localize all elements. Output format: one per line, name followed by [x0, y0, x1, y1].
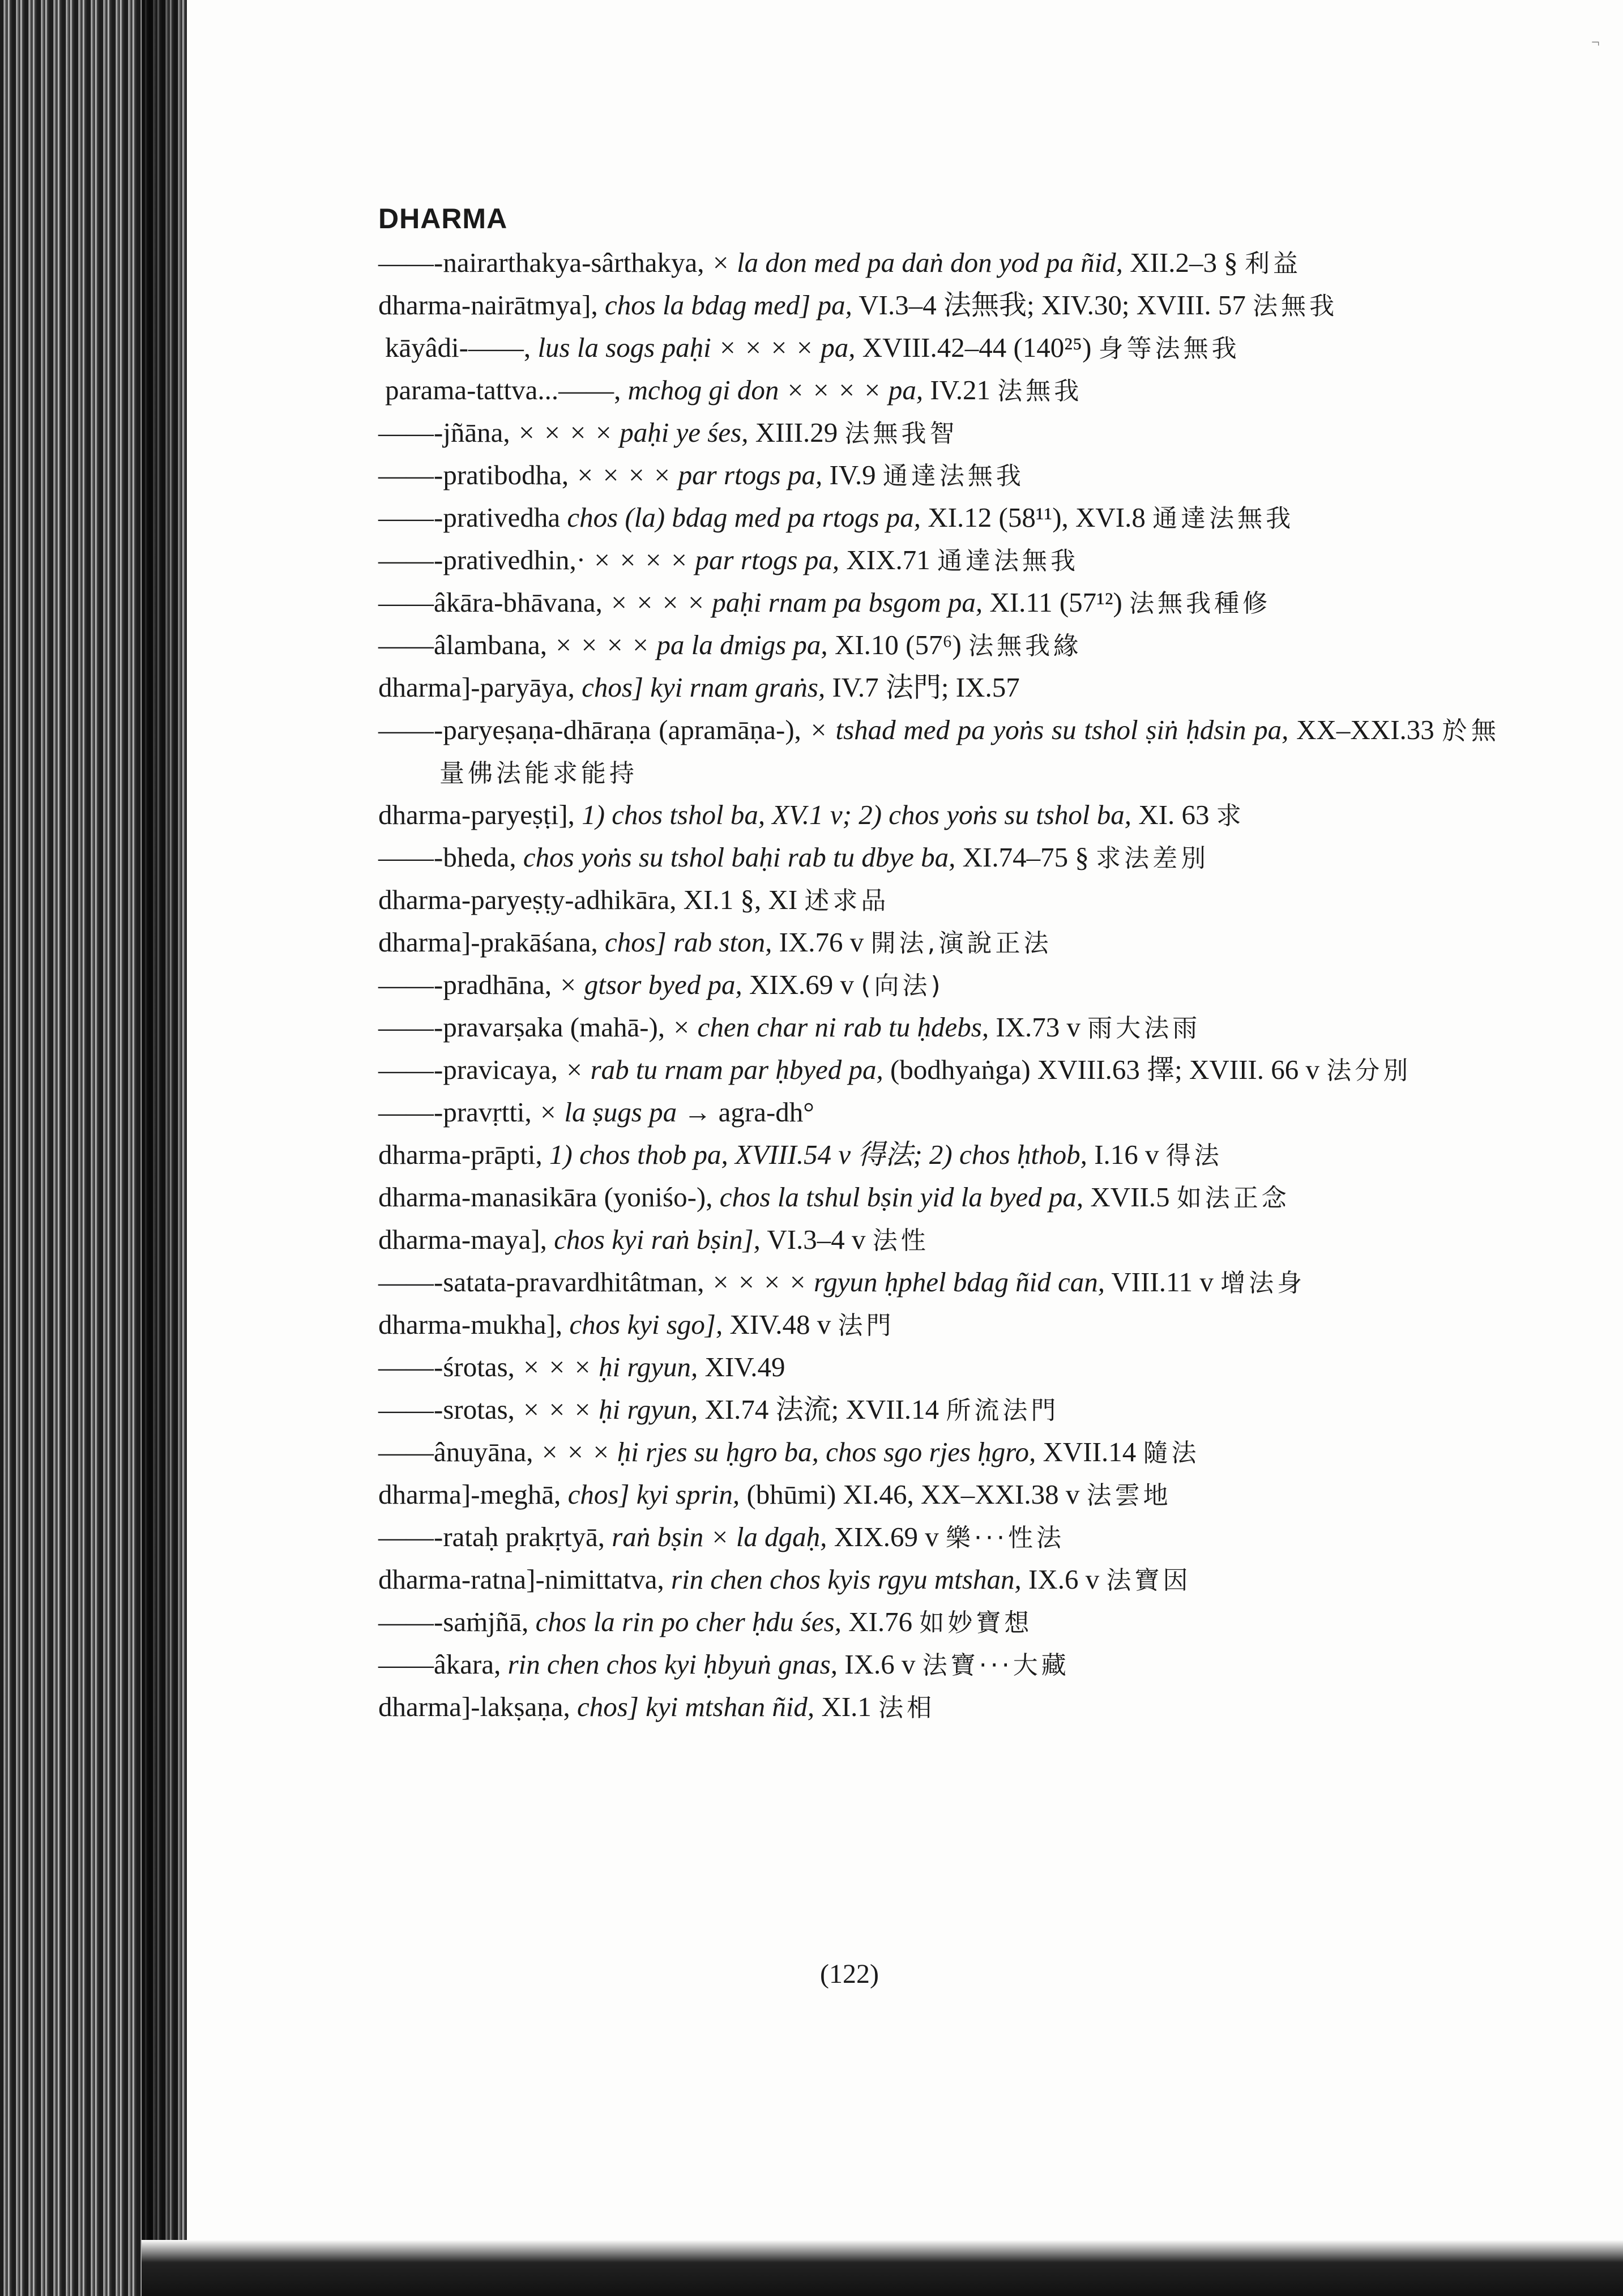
entry-term: ——-saṁjñā, — [378, 1606, 529, 1637]
entry-term: ——-śrotas, — [378, 1351, 515, 1382]
dictionary-entry — [378, 327, 1500, 369]
entry-reference: XI.74–75 § — [962, 842, 1089, 873]
dictionary-entry — [378, 582, 1500, 624]
entry-tibetan: × la don med pa daṅ don yod pa ñid, — [711, 247, 1123, 278]
entry-tibetan: chos yoṅs su tshol baḥi rab tu dbye ba, — [523, 842, 956, 873]
entry-tibetan: chos la rin po cher ḥdu śes, — [535, 1606, 842, 1637]
entry-chinese: 開法,演說正法 — [870, 929, 1052, 958]
dictionary-entry — [378, 921, 1500, 964]
entry-chinese: 於無量佛法能求能持 — [439, 716, 1500, 788]
entry-term: ——-pradhāna, — [378, 969, 552, 1000]
dictionary-entry — [378, 1644, 1500, 1686]
entry-reference: XX–XXI.33 — [1296, 714, 1434, 745]
dictionary-entry — [378, 879, 1500, 921]
dictionary-entry — [378, 709, 1500, 794]
entry-term: dharma-mukha], — [378, 1309, 563, 1340]
binding-gradient — [142, 0, 187, 2296]
entry-term: ——âkara, — [378, 1649, 501, 1680]
entry-tibetan: chos kyi raṅ bṣin], — [554, 1224, 761, 1255]
entry-term: ——-paryeṣaṇa-dhāraṇa (apramāṇa-), — [378, 714, 801, 745]
dictionary-entry — [378, 242, 1500, 284]
entry-tibetan: lus la sogs paḥi × × × × pa, — [537, 332, 856, 363]
entry-term: dharma]-paryāya, — [378, 672, 575, 703]
entry-tibetan: × gtsor byed pa, — [558, 969, 742, 1000]
entry-tibetan: × × × ḥi rgyun, — [522, 1394, 698, 1425]
entry-chinese: 法無我 — [997, 377, 1083, 406]
entry-term: ——-pravarṣaka (mahā-), — [378, 1012, 665, 1043]
dictionary-entry — [378, 1686, 1500, 1729]
dictionary-page — [378, 198, 1500, 1729]
entry-term: dharma-manasikāra (yoniśo-), — [378, 1181, 713, 1213]
entry-term: kāyâdi-——, — [385, 332, 531, 363]
dictionary-entry — [378, 1516, 1500, 1559]
dictionary-entry — [378, 369, 1500, 412]
entry-tibetan: × × × × rgyun ḥphel bdag ñid can, — [711, 1266, 1105, 1298]
entry-reference: VI.3–4 v — [767, 1224, 866, 1255]
entry-reference: XI.10 (57⁶) — [834, 629, 962, 660]
entry-term: dharma-maya], — [378, 1224, 547, 1255]
entry-chinese: 法雲地 — [1086, 1481, 1172, 1510]
entry-reference: XI.11 (57¹²) — [989, 587, 1122, 618]
entry-reference: IX.6 v — [1028, 1564, 1100, 1595]
entry-reference: IV.21 — [930, 374, 990, 406]
dictionary-entry — [378, 1431, 1500, 1474]
entry-term: dharma]-meghā, — [378, 1479, 561, 1510]
entry-chinese: 法無我緣 — [968, 631, 1082, 660]
entry-tibetan: 1) chos tshol ba, XV.1 v; 2) chos yoṅs su tshol ba, — [582, 799, 1132, 830]
entry-reference: XIII.29 — [755, 417, 838, 448]
entry-reference: VI.3–4 法無我; XIV.30; XVIII. 57 — [859, 289, 1246, 321]
entry-term: ——-nairarthakya-sârthakya, — [378, 247, 704, 278]
entry-tibetan: rin chen chos kyis rgyu mtshan, — [671, 1564, 1022, 1595]
dictionary-entry — [378, 412, 1500, 454]
entry-term: dharma]-lakṣaṇa, — [378, 1691, 570, 1722]
dictionary-entry — [378, 837, 1500, 879]
entry-reference: IX.6 v — [844, 1649, 916, 1680]
entry-term: ——-satata-pravardhitâtman, — [378, 1266, 704, 1298]
entry-tibetan: × × × × paḥi ye śes, — [516, 417, 749, 448]
entry-reference: (bhūmi) XI.46, XX–XXI.38 v — [746, 1479, 1080, 1510]
entry-term: ——-srotas, — [378, 1394, 515, 1425]
entry-reference: XVII.14 — [1043, 1436, 1137, 1467]
entry-chinese: 如法正念 — [1176, 1184, 1290, 1213]
entry-chinese: 求法差別 — [1096, 844, 1210, 873]
page-bottom-edge — [142, 2240, 1623, 2296]
dictionary-entry — [378, 624, 1500, 667]
entry-chinese: 述求品 — [804, 886, 890, 915]
entry-reference: IX.73 v — [996, 1012, 1081, 1043]
entry-chinese: 得法 — [1165, 1141, 1223, 1170]
dictionary-entry — [378, 1474, 1500, 1516]
entry-chinese: 雨大法雨 — [1087, 1014, 1201, 1043]
entry-chinese: 利益 — [1244, 249, 1301, 278]
entry-term: ——âlambana, — [378, 629, 547, 660]
entry-tibetan: chos] rab ston, — [604, 927, 772, 958]
entry-chinese: 求 — [1216, 801, 1245, 830]
entry-term: ——ânuyāna, — [378, 1436, 533, 1467]
entry-chinese: 法無我 — [1253, 292, 1338, 321]
dictionary-entry — [378, 1261, 1500, 1304]
entry-term: ——-rataḥ prakṛtyā, — [378, 1521, 605, 1552]
entry-chinese: 增法身 — [1220, 1269, 1306, 1298]
dictionary-entry — [378, 1559, 1500, 1601]
entry-tibetan: × chen char ni rab tu ḥdebs, — [672, 1012, 989, 1043]
entry-reference: VIII.11 v — [1111, 1266, 1214, 1298]
entry-reference: XIX.69 v — [749, 969, 855, 1000]
entry-term: ——-pratibodha, — [378, 459, 569, 490]
entry-term: ——-pravicaya, — [378, 1054, 558, 1085]
dictionary-entry — [378, 1219, 1500, 1261]
dictionary-entry — [378, 497, 1500, 539]
entry-chinese: 樂···性法 — [946, 1523, 1065, 1552]
entry-reference: XIX.69 v — [834, 1521, 939, 1552]
entry-tibetan: chos] kyi sprin, — [567, 1479, 740, 1510]
entry-reference: XI. 63 — [1138, 799, 1210, 830]
entry-term: ——-bheda, — [378, 842, 516, 873]
entry-tibetan: × × × × par rtogs pa, — [575, 459, 823, 490]
entry-reference: XIX.71 — [846, 544, 930, 575]
page-heading: DHARMA — [378, 203, 508, 234]
entry-term: dharma-ratna]-nimittatva, — [378, 1564, 664, 1595]
entry-chinese: 通達法無我 — [882, 462, 1024, 490]
entry-tibetan: chos la tshul bṣin yid la byed pa, — [719, 1181, 1084, 1213]
dictionary-entry — [378, 1049, 1500, 1091]
entry-reference: XI.1 §, XI — [683, 884, 798, 915]
entry-tibetan: × × × ḥi rjes su ḥgro ba, chos sgo rjes ḥgro, — [540, 1436, 1036, 1467]
corner-mark: ¬ — [1591, 34, 1600, 50]
entry-reference: XI.74 法流; XVII.14 — [704, 1394, 939, 1425]
entry-tibetan: chos] kyi rnam graṅs, — [582, 672, 826, 703]
entry-tibetan: × × × × par rtogs pa, — [592, 544, 840, 575]
entry-chinese: 通達法無我 — [937, 547, 1079, 575]
entry-chinese: 如妙寶想 — [919, 1608, 1033, 1637]
entry-tibetan: × la ṣugs pa — [539, 1096, 677, 1128]
entry-reference: I.16 v — [1094, 1139, 1159, 1170]
entry-chinese: 法性 — [872, 1226, 929, 1255]
entry-term: ——-prativedhin,· — [378, 544, 586, 575]
entry-reference: → agra-dh° — [684, 1096, 814, 1128]
entry-tibetan: chos la bdag med] pa, — [604, 289, 852, 321]
entry-reference: IV.7 法門; IX.57 — [832, 672, 1020, 703]
entry-tibetan: raṅ bṣin × la dgaḥ, — [612, 1521, 827, 1552]
entry-reference: XVIII.42–44 (140²⁵) — [862, 332, 1092, 363]
dictionary-entry — [378, 1006, 1500, 1049]
entry-chinese: 身等法無我 — [1098, 334, 1240, 363]
entry-chinese: 法寶···大藏 — [922, 1651, 1070, 1680]
entry-reference: XIV.48 v — [729, 1309, 831, 1340]
entry-term: dharma-paryeṣṭy-adhikāra, — [378, 884, 677, 915]
entry-list — [378, 242, 1500, 1729]
entry-chinese: 所流法門 — [946, 1396, 1060, 1425]
entry-chinese: 法相 — [878, 1693, 936, 1722]
entry-reference: XI.76 — [848, 1606, 913, 1637]
entry-tibetan: × × × × paḥi rnam pa bsgom pa, — [609, 587, 983, 618]
entry-tibetan: chos (la) bdag med pa rtogs pa, — [567, 502, 921, 533]
page-number: (122) — [820, 1959, 879, 1989]
entry-term: parama-tattva...——, — [385, 374, 621, 406]
entry-term: dharma-prāpti, — [378, 1139, 543, 1170]
entry-chinese: (向法) — [861, 971, 944, 1000]
entry-chinese: 法門 — [838, 1311, 895, 1340]
entry-tibetan: × × × × pa la dmigs pa, — [554, 629, 828, 660]
entry-chinese: 法分別 — [1326, 1056, 1412, 1085]
entry-term: ——âkāra-bhāvana, — [378, 587, 603, 618]
entry-tibetan: × tshad med pa yoṅs su tshol ṣiṅ ḥdsin pa, — [809, 714, 1289, 745]
entry-term: dharma-nairātmya], — [378, 289, 598, 321]
dictionary-entry — [378, 1176, 1500, 1219]
entry-tibetan: rin chen chos kyi ḥbyuṅ gnas, — [507, 1649, 838, 1680]
dictionary-entry — [378, 1346, 1500, 1389]
entry-reference: IX.76 v — [779, 927, 864, 958]
entry-chinese: 通達法無我 — [1152, 504, 1295, 533]
dictionary-entry — [378, 1304, 1500, 1346]
dictionary-entry — [378, 964, 1500, 1006]
entry-tibetan: × rab tu rnam par ḥbyed pa, — [565, 1054, 883, 1085]
entry-reference: XI.12 (58¹¹), XVI.8 — [928, 502, 1146, 533]
dictionary-entry — [378, 284, 1500, 327]
entry-reference: XII.2–3 § — [1130, 247, 1238, 278]
entry-chinese: 法無我種修 — [1129, 589, 1271, 618]
entry-chinese: 法無我智 — [844, 419, 958, 448]
dictionary-entry — [378, 1091, 1500, 1134]
dictionary-entry — [378, 454, 1500, 497]
entry-term: dharma-paryeṣṭi], — [378, 799, 575, 830]
entry-term: ——-pravṛtti, — [378, 1096, 532, 1128]
dictionary-entry — [378, 1134, 1500, 1176]
entry-reference: XI.1 — [821, 1691, 872, 1722]
entry-tibetan: chos kyi sgo], — [569, 1309, 723, 1340]
entry-term: ——-jñāna, — [378, 417, 510, 448]
dictionary-entry — [378, 539, 1500, 582]
entry-tibetan: mchog gi don × × × × pa, — [627, 374, 924, 406]
dictionary-entry — [378, 794, 1500, 837]
entry-chinese: 法寶因 — [1106, 1566, 1191, 1595]
dictionary-entry — [378, 1389, 1500, 1431]
entry-term: dharma]-prakāśana, — [378, 927, 598, 958]
entry-reference: XVII.5 — [1090, 1181, 1170, 1213]
entry-tibetan: chos] kyi mtshan ñid, — [577, 1691, 815, 1722]
entry-reference: IV.9 — [829, 459, 876, 490]
entry-tibetan: × × × ḥi rgyun, — [522, 1351, 698, 1382]
entry-tibetan: 1) chos thob pa, XVIII.54 v 得法; 2) chos ḥthob, — [549, 1139, 1087, 1170]
dictionary-entry — [378, 667, 1500, 709]
entry-chinese: 隨法 — [1143, 1439, 1200, 1467]
entry-reference: (bodhyaṅga) XVIII.63 擇; XVIII. 66 v — [890, 1054, 1319, 1085]
entry-term: ——-prativedha — [378, 502, 561, 533]
dictionary-entry — [378, 1601, 1500, 1644]
entry-reference: XIV.49 — [704, 1351, 785, 1382]
